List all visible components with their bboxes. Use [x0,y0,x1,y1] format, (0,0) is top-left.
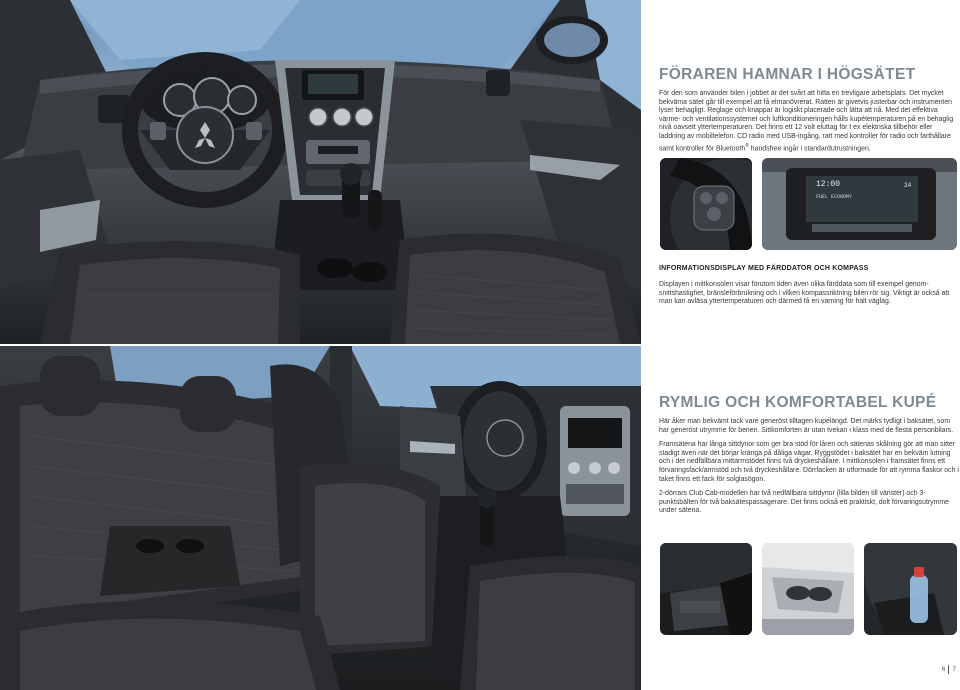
cabin-paragraph-3: 2-dörrars Club Cab-modellen har två nedfällbara sittdynor (lilla bilden till vänster) och 3-punktsbälten för två baksätespassagerare. Det finns också ett praktiskt, dolt förvaringsutrymme under sätena. [659,490,949,515]
info-display-title: INFORMATIONSDISPLAY MED FÄRDDATOR OCH KOMPASS [659,265,869,272]
cabin-photo [0,346,641,690]
section-title-driver: FÖRAREN HAMNAR I HÖGSÄTET [659,66,916,83]
section-info-display-body [659,281,959,307]
driver-paragraph [659,90,959,153]
door-bottle-illustration [864,543,957,635]
page-number-right: 7 [952,666,956,674]
thumb-folding-seat [660,543,752,635]
sunglass-holder-illustration [762,543,854,635]
display-line2: FUEL ECONOMY [816,194,853,200]
section-info-display [659,265,959,272]
cabin-illustration [0,346,641,690]
driver-paragraph-end: handsfree ingår i standardutrustningen. [748,144,871,152]
section-cabin-body [659,418,959,516]
page-number-separator [948,665,949,674]
thumb-sunglass-holder [762,543,854,635]
info-display-paragraph: Displayen i mittkonsolen visar förutom tiden även olika färddata som till exempel genomsnittshastighet, bränsleförbrukning och i vilken kompassriktning bilen rör sig. Viktigt är också att man kan avläsa yttertemperaturen och därmed få en varning för halt väglag. [659,281,950,306]
page-numbers [942,665,956,674]
thumb-steering-controls [660,158,752,250]
driver-paragraph-text: För den som använder bilen i jobbet är det svårt att hitta en trevligare arbetsplats. Det mycket bekväma sätet går till exempel att få elmanövrerat. Ratten är givetvis justerbar och instrumenten lyser behagligt. Reglage och knappar är logiskt placerade och lätta att nå. Med det effektiva värme- och ventilationssystemet och luftkonditioneringen hålls kupétemperaturen på en behaglig nivå oavsett yttertemperaturen. Det finns ett 12 volt eluttag för t ex elektriska tillbehör eller laddning av mobiltelefon. CD radio med USB-ingång, ratt med kontroller för radio och farthållare samt kontroller för Bluetooth [659,90,954,152]
info-display-illustration [762,158,957,250]
cabin-paragraph-1: Här åker man bekvämt tack vare generöst tilltagen kupélängd. Det märks tydligt i baksätet, som har generöst utrymme för benen. Sittkomforten är utan tvekan i klass med de flesta personbilars. [659,418,954,434]
section-driver-body [659,90,959,153]
section-driver [659,66,959,84]
section-title-cabin: RYMLIG OCH KOMFORTABEL KUPÉ [659,394,937,411]
folding-seat-illustration [660,543,752,635]
registered-mark: ® [745,142,749,149]
display-time: 12:00 [816,180,841,189]
cabin-paragraph-2: Framsätena har långa sittdynor som ger bra stöd för låren och sätenas skålning gör att man sitter stadigt även när det börjar kränga på dåliga vägar. Ryggstödet i baksätet har en bekväm lutning och i det nedfällbara mittarmstödet finns två dryckeshållare. I mittkonsolen i framsätet finns ett förvaringsfack/armstöd och två dryckeshållare. Dörrfacken är utformade för att rymma flaskor och i taket finns ett fack för solglasögon. [659,441,959,483]
thumb-door-bottle [864,543,957,635]
section-cabin [659,394,959,412]
page-number-left: 6 [941,666,946,674]
dashboard-illustration [0,0,641,344]
dashboard-photo [0,0,641,344]
display-temp: 24 [904,182,912,189]
steering-controls-illustration [660,158,752,250]
thumb-info-display [762,158,957,250]
